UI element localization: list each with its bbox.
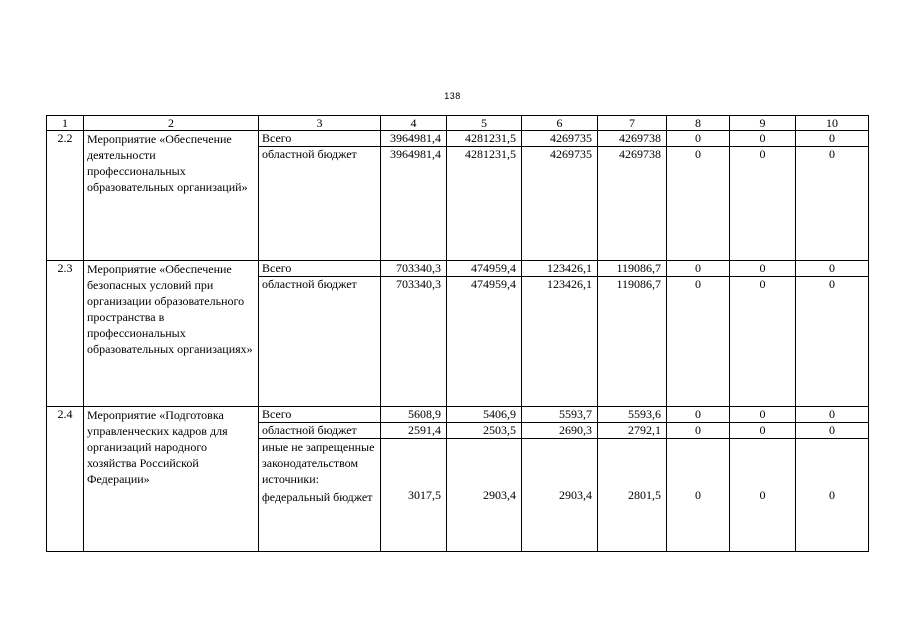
header-col-6: 6 [522,116,598,131]
value-cell: 0 [796,147,869,261]
activity-code: 2.4 [47,407,84,552]
funding-source: Всего [259,261,381,277]
value-cell: 4269735 [522,147,598,261]
funding-source: областной бюджет [259,277,381,407]
value-cell: 3964981,4 [381,147,447,261]
value-cell: 474959,4 [447,261,522,277]
funding-source: областной бюджет [259,147,381,261]
value-cell: 0 [796,407,869,423]
value-cell: 0 [730,261,796,277]
header-col-5: 5 [447,116,522,131]
value-cell: 123426,1 [522,261,598,277]
funding-source-federal: федеральный бюджет [262,490,373,504]
funding-source: Всего [259,407,381,423]
value-cell: 3964981,4 [381,131,447,147]
value-cell: 0 [730,147,796,261]
value-cell: 0 [730,439,796,552]
value-cell: 0 [667,423,730,439]
activity-name: Мероприятие «Обеспечение деятельности профессиональных образовательных организаций» [84,131,259,261]
value-cell: 4269738 [598,147,667,261]
header-col-10: 10 [796,116,869,131]
value-cell: 4269735 [522,131,598,147]
value-cell: 123426,1 [522,277,598,407]
value-cell: 0 [667,261,730,277]
header-col-2: 2 [84,116,259,131]
value-cell: 2690,3 [522,423,598,439]
value-cell: 0 [796,261,869,277]
value-cell: 0 [667,277,730,407]
header-col-3: 3 [259,116,381,131]
value-cell: 5608,9 [381,407,447,423]
value-cell: 4281231,5 [447,131,522,147]
value-cell: 0 [730,407,796,423]
value-cell: 0 [796,439,869,552]
header-col-1: 1 [47,116,84,131]
value-cell: 703340,3 [381,277,447,407]
value-cell: 2792,1 [598,423,667,439]
value-cell: 703340,3 [381,261,447,277]
value-cell: 2591,4 [381,423,447,439]
page-number: 138 [444,91,461,101]
value-cell: 4281231,5 [447,147,522,261]
header-col-8: 8 [667,116,730,131]
funding-source: Всего [259,131,381,147]
activity-name: Мероприятие «Подготовка управленческих кадров для организаций народного хозяйства Российской Федерации» [84,407,259,552]
value-cell: 0 [730,423,796,439]
value-cell: 0 [796,277,869,407]
value-cell: 0 [730,131,796,147]
value-cell: 0 [796,131,869,147]
value-cell: 2801,5 [598,439,667,552]
value-cell: 119086,7 [598,261,667,277]
activity-name: Мероприятие «Обеспечение безопасных условий при организации образовательного пространства в профессиональных образовательных организациях» [84,261,259,407]
value-cell: 5593,7 [522,407,598,423]
header-row [47,116,869,131]
value-cell: 4269738 [598,131,667,147]
value-cell: 0 [667,131,730,147]
activity-code: 2.3 [47,261,84,407]
value-cell: 2903,4 [522,439,598,552]
value-cell: 119086,7 [598,277,667,407]
value-cell: 0 [667,147,730,261]
value-cell: 3017,5 [381,439,447,552]
header-col-4: 4 [381,116,447,131]
value-cell: 2903,4 [447,439,522,552]
value-cell: 2503,5 [447,423,522,439]
header-col-7: 7 [598,116,667,131]
value-cell: 5593,6 [598,407,667,423]
value-cell: 0 [667,439,730,552]
table-row [47,407,869,423]
budget-table [46,115,869,552]
funding-source-intro: иные не запрещенные законодательством источники: [262,440,375,486]
value-cell: 474959,4 [447,277,522,407]
table-row [47,131,869,147]
activity-code: 2.2 [47,131,84,261]
value-cell: 0 [796,423,869,439]
funding-source: областной бюджет [259,423,381,439]
funding-source [259,439,381,552]
header-col-9: 9 [730,116,796,131]
value-cell: 5406,9 [447,407,522,423]
value-cell: 0 [667,407,730,423]
value-cell: 0 [730,277,796,407]
table-row [47,261,869,277]
